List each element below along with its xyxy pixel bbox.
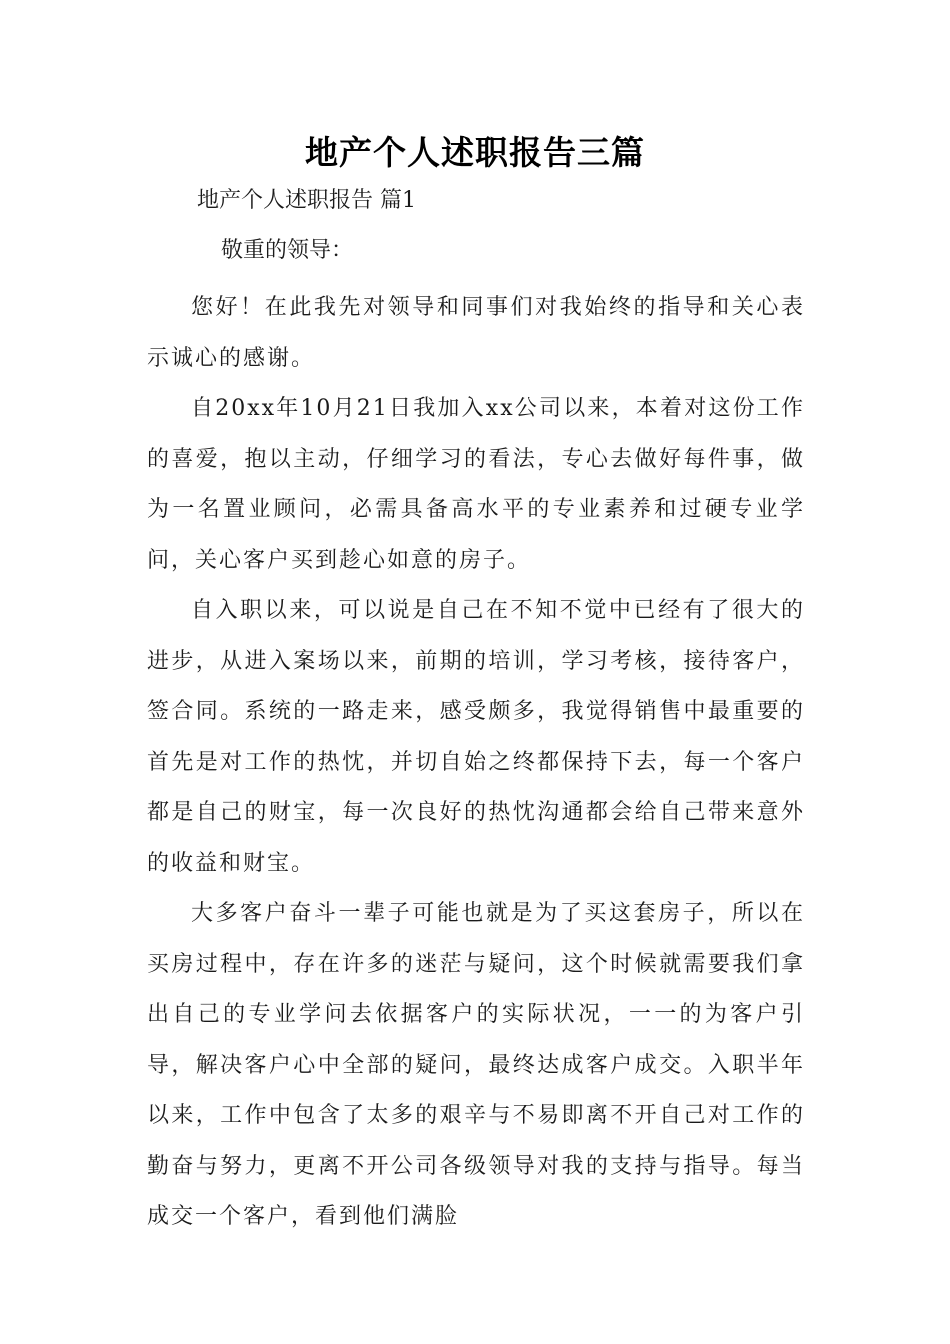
paragraph: 大多客户奋斗一辈子可能也就是为了买这套房子，所以在买房过程中，存在许多的迷茫与疑问，这个时候就需要我们拿出自己的专业学问去依据客户的实际状况，一一的为客户引导，解决客户心中全部的疑问，最终达成客户成交。入职半年以来，工作中包含了太多的艰辛与不易即离不开自己对工作的勤奋与努力，更离不开公司各级领导对我的支持与指导。每当成交一个客户，看到他们满脸 (147, 901, 805, 1229)
paragraph: 您好！在此我先对领导和同事们对我始终的指导和关心表示诚心的感谢。 (147, 295, 805, 371)
document-subtitle: 地产个人述职报告 篇1 (197, 188, 416, 213)
paragraph: 自入职以来，可以说是自己在不知不觉中已经有了很大的进步，从进入案场以来，前期的培训，学习考核，接待客户，签合同。系统的一路走来，感受颇多，我觉得销售中最重要的首先是对工作的热忱，并切自始之终都保持下去，每一个客户都是自己的财宝，每一次良好的热忱沟通都会给自己带来意外的收益和财宝。 (147, 598, 805, 876)
salutation: 敬重的领导： (221, 238, 354, 263)
paragraph: 自20xx年10月21日我加入xx公司以来，本着对这份工作的喜爱，抱以主动，仔细学习的看法，专心去做好每件事，做为一名置业顾问，必需具备高水平的专业素养和过硬专业学问，关心客户买到趁心如意的房子。 (147, 396, 805, 573)
document-title: 地产个人述职报告三篇 (305, 133, 645, 172)
document-body (147, 283, 805, 1243)
